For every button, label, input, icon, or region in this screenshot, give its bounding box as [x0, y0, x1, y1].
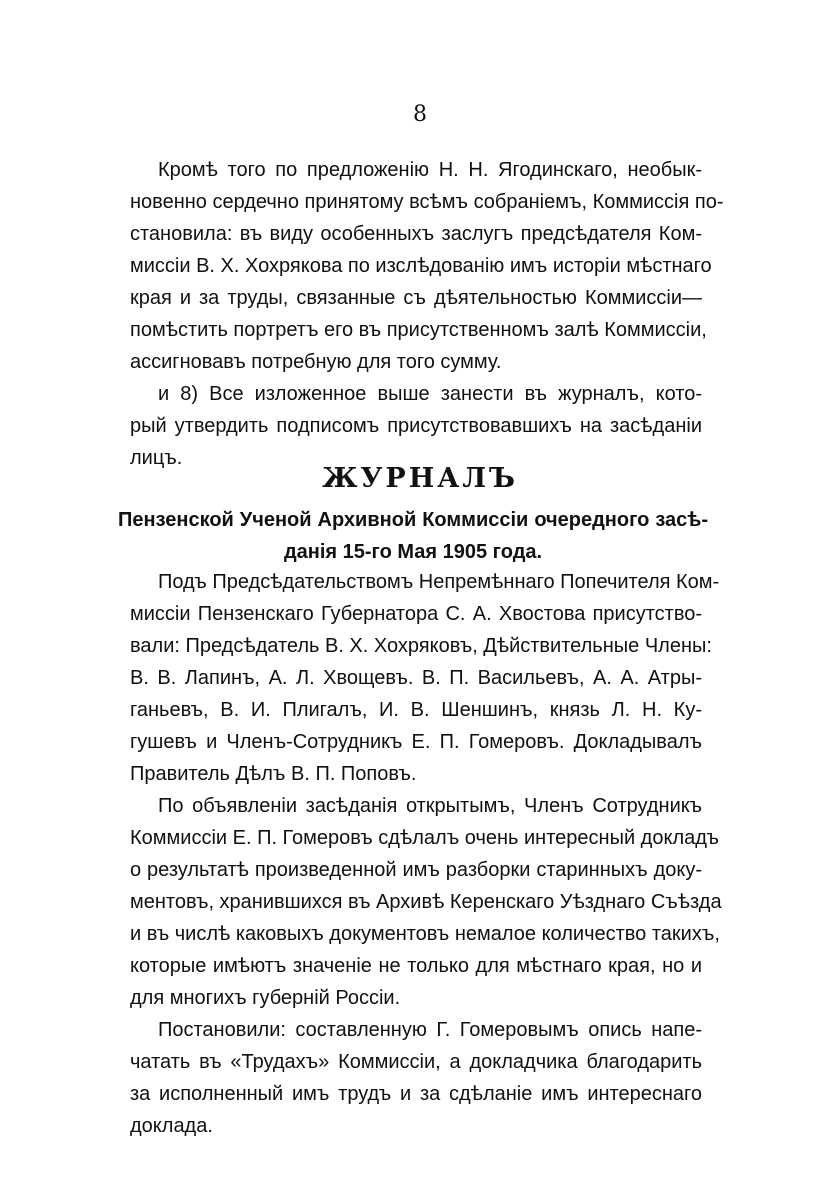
text-line: ганьевъ, В. И. Плигалъ, И. В. Шеншинъ, князь Л. Н. Ку-	[130, 699, 702, 721]
paragraph-item-8	[130, 378, 702, 474]
text-line: Коммиссіи Е. П. Гомеровъ сдѣлалъ очень интересный докладъ	[130, 827, 719, 849]
page-number: 8	[413, 102, 427, 127]
text-line: ментовъ, хранившихся въ Архивѣ Керенскаго Уѣзднаго Съѣзда	[130, 891, 722, 913]
text-line: которые имѣютъ значеніе не только для мѣстнаго края, но и	[130, 955, 702, 977]
text-line: миссіи В. Х. Хохрякова по изслѣдованію имъ исторіи мѣстнаго	[130, 255, 712, 277]
text-line: новенно сердечно принятому всѣмъ собраніемъ, Коммиссія по-	[130, 191, 724, 213]
text-line: Правитель Дѣлъ В. П. Поповъ.	[130, 763, 417, 785]
text-line: доклада.	[130, 1115, 213, 1137]
paragraph-commission-decision	[130, 154, 724, 378]
subtitle-line: Пензенской Ученой Архивной Коммиссіи очередного засѣ-	[118, 509, 708, 531]
subtitle-line: данія 15-го Мая 1905 года.	[283, 541, 543, 563]
paragraph-attendees	[130, 566, 720, 790]
text-line: гушевъ и Членъ-Сотрудникъ Е. П. Гомеровъ. Докладывалъ	[130, 731, 702, 753]
text-line: Подъ Предсѣдательствомъ Непремѣннаго Попечителя Ком-	[158, 571, 720, 593]
text-line: за исполненный имъ трудъ и за сдѣланіе имъ интереснаго	[130, 1083, 702, 1105]
text-line: лицъ.	[130, 447, 183, 469]
text-line: Постановили: составленную Г. Гомеровымъ опись напе-	[158, 1019, 702, 1041]
text-line: и 8) Все изложенное выше занести въ журналъ, кото-	[158, 383, 702, 405]
text-line: помѣстить портретъ его въ присутственномъ залѣ Коммиссіи,	[130, 319, 707, 341]
bottom-text-block	[130, 566, 722, 1142]
text-line: ассигновавъ потребную для того сумму.	[130, 351, 502, 373]
text-line: По объявленіи засѣданія открытымъ, Членъ Сотрудникъ	[158, 795, 702, 817]
text-line: миссіи Пензенскаго Губернатора С. А. Хвостова присутство-	[130, 603, 702, 625]
text-line: рый утвердить подписомъ присутствовавшихъ на засѣданіи	[130, 415, 702, 437]
paragraph-resolution	[130, 1014, 702, 1142]
text-line: становила: въ виду особенныхъ заслугъ предсѣдателя Ком-	[130, 223, 702, 245]
text-line: В. В. Лапинъ, А. Л. Хвощевъ. В. П. Васильевъ, А. А. Атры-	[130, 667, 702, 689]
text-line: и въ числѣ каковыхъ документовъ немалое количество такихъ,	[130, 923, 720, 945]
journal-subtitle	[118, 504, 708, 568]
text-line: чатать въ «Трудахъ» Коммиссіи, а докладчика благодарить	[130, 1051, 702, 1073]
top-text-block	[130, 154, 724, 474]
paragraph-report	[130, 790, 722, 1014]
text-line: Кромѣ того по предложенію Н. Н. Ягодинскаго, необык-	[158, 159, 702, 181]
journal-heading: ЖУРНАЛЪ	[322, 463, 518, 494]
text-line: вали: Предсѣдатель В. Х. Хохряковъ, Дѣйствительные Члены:	[130, 635, 712, 657]
text-line: для многихъ губерній Россіи.	[130, 987, 401, 1009]
text-line: края и за труды, связанные съ дѣятельностью Коммиссіи—	[130, 287, 702, 309]
text-line: о результатѣ произведенной имъ разборки старинныхъ доку-	[130, 859, 702, 881]
